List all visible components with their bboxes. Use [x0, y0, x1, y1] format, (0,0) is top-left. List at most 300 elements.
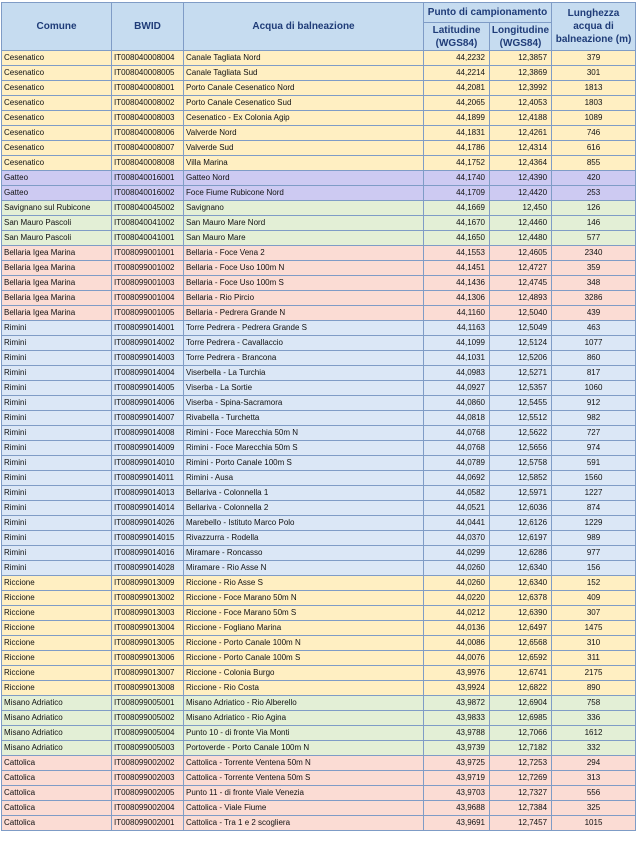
- cell-longitudine: 12,7457: [490, 816, 552, 831]
- table-row: [2, 636, 636, 651]
- table-row: [2, 516, 636, 531]
- cell-lunghezza: 591: [552, 456, 636, 471]
- table-row: [2, 441, 636, 456]
- cell-acqua: San Mauro Mare: [184, 231, 424, 246]
- cell-comune: Cesenatico: [2, 81, 112, 96]
- cell-latitudine: 44,0927: [424, 381, 490, 396]
- cell-lunghezza: 1813: [552, 81, 636, 96]
- cell-bwid: IT008099001003: [112, 276, 184, 291]
- cell-bwid: IT008099013004: [112, 621, 184, 636]
- table-row: [2, 231, 636, 246]
- cell-bwid: IT008040008005: [112, 66, 184, 81]
- cell-lunghezza: 152: [552, 576, 636, 591]
- cell-acqua: Riccione - Fogliano Marina: [184, 621, 424, 636]
- table-row: [2, 171, 636, 186]
- cell-longitudine: 12,3857: [490, 51, 552, 66]
- cell-longitudine: 12,7384: [490, 801, 552, 816]
- table-row: [2, 456, 636, 471]
- cell-longitudine: 12,6985: [490, 711, 552, 726]
- cell-comune: Cattolica: [2, 756, 112, 771]
- cell-longitudine: 12,5971: [490, 486, 552, 501]
- cell-acqua: Miramare - Roncasso: [184, 546, 424, 561]
- cell-longitudine: 12,6340: [490, 576, 552, 591]
- table-row: [2, 561, 636, 576]
- cell-bwid: IT008099005004: [112, 726, 184, 741]
- table-row: [2, 426, 636, 441]
- cell-lunghezza: 409: [552, 591, 636, 606]
- table-row: [2, 321, 636, 336]
- cell-bwid: IT008099013009: [112, 576, 184, 591]
- cell-acqua: Rivazzurra - Rodella: [184, 531, 424, 546]
- cell-longitudine: 12,5049: [490, 321, 552, 336]
- cell-longitudine: 12,4460: [490, 216, 552, 231]
- cell-longitudine: 12,4727: [490, 261, 552, 276]
- cell-acqua: Viserba - Spina-Sacramora: [184, 396, 424, 411]
- cell-acqua: Miramare - Rio Asse N: [184, 561, 424, 576]
- cell-comune: Bellaria Igea Marina: [2, 246, 112, 261]
- cell-longitudine: 12,3992: [490, 81, 552, 96]
- cell-bwid: IT008099013008: [112, 681, 184, 696]
- table-row: [2, 81, 636, 96]
- cell-latitudine: 44,0220: [424, 591, 490, 606]
- cell-latitudine: 44,0076: [424, 651, 490, 666]
- cell-latitudine: 44,2081: [424, 81, 490, 96]
- cell-bwid: IT008040008002: [112, 96, 184, 111]
- table-row: [2, 216, 636, 231]
- cell-comune: Riccione: [2, 636, 112, 651]
- cell-acqua: Viserba - La Sortie: [184, 381, 424, 396]
- table-row: [2, 651, 636, 666]
- cell-longitudine: 12,6340: [490, 561, 552, 576]
- cell-longitudine: 12,5271: [490, 366, 552, 381]
- cell-lunghezza: 2175: [552, 666, 636, 681]
- cell-acqua: San Mauro Mare Nord: [184, 216, 424, 231]
- cell-latitudine: 44,1451: [424, 261, 490, 276]
- cell-bwid: IT008040008008: [112, 156, 184, 171]
- cell-longitudine: 12,5656: [490, 441, 552, 456]
- cell-longitudine: 12,4053: [490, 96, 552, 111]
- cell-latitudine: 44,0768: [424, 426, 490, 441]
- cell-comune: Bellaria Igea Marina: [2, 291, 112, 306]
- cell-latitudine: 43,9924: [424, 681, 490, 696]
- cell-acqua: Torre Pedrera - Cavallaccio: [184, 336, 424, 351]
- cell-lunghezza: 294: [552, 756, 636, 771]
- cell-latitudine: 44,0212: [424, 606, 490, 621]
- cell-longitudine: 12,4420: [490, 186, 552, 201]
- cell-longitudine: 12,7066: [490, 726, 552, 741]
- cell-lunghezza: 3286: [552, 291, 636, 306]
- cell-comune: Cattolica: [2, 816, 112, 831]
- cell-latitudine: 44,0818: [424, 411, 490, 426]
- cell-latitudine: 43,9739: [424, 741, 490, 756]
- cell-latitudine: 43,9703: [424, 786, 490, 801]
- cell-longitudine: 12,5040: [490, 306, 552, 321]
- cell-bwid: IT008099014006: [112, 396, 184, 411]
- table-row: [2, 111, 636, 126]
- cell-bwid: IT008099005001: [112, 696, 184, 711]
- cell-bwid: IT008099014001: [112, 321, 184, 336]
- cell-bwid: IT008099014002: [112, 336, 184, 351]
- cell-longitudine: 12,7327: [490, 786, 552, 801]
- cell-latitudine: 44,1163: [424, 321, 490, 336]
- cell-lunghezza: 439: [552, 306, 636, 321]
- cell-acqua: Bellaria - Foce Uso 100m S: [184, 276, 424, 291]
- cell-bwid: IT008099014014: [112, 501, 184, 516]
- cell-acqua: Riccione - Rio Costa: [184, 681, 424, 696]
- cell-latitudine: 44,1160: [424, 306, 490, 321]
- cell-longitudine: 12,6568: [490, 636, 552, 651]
- cell-acqua: Rimini - Foce Marecchia 50m N: [184, 426, 424, 441]
- cell-lunghezza: 307: [552, 606, 636, 621]
- cell-lunghezza: 1560: [552, 471, 636, 486]
- cell-latitudine: 43,9833: [424, 711, 490, 726]
- cell-longitudine: 12,5758: [490, 456, 552, 471]
- cell-acqua: Canale Tagliata Sud: [184, 66, 424, 81]
- cell-acqua: Savignano: [184, 201, 424, 216]
- table-row: [2, 741, 636, 756]
- cell-latitudine: 44,0136: [424, 621, 490, 636]
- cell-longitudine: 12,4893: [490, 291, 552, 306]
- cell-longitudine: 12,4745: [490, 276, 552, 291]
- cell-acqua: Porto Canale Cesenatico Sud: [184, 96, 424, 111]
- cell-lunghezza: 156: [552, 561, 636, 576]
- cell-longitudine: 12,5455: [490, 396, 552, 411]
- cell-comune: Savignano sul Rubicone: [2, 201, 112, 216]
- cell-bwid: IT008099014013: [112, 486, 184, 501]
- cell-latitudine: 44,1436: [424, 276, 490, 291]
- cell-longitudine: 12,5124: [490, 336, 552, 351]
- cell-longitudine: 12,4390: [490, 171, 552, 186]
- cell-comune: Rimini: [2, 561, 112, 576]
- cell-bwid: IT008099014009: [112, 441, 184, 456]
- cell-comune: Rimini: [2, 456, 112, 471]
- cell-latitudine: 44,2214: [424, 66, 490, 81]
- cell-latitudine: 43,9976: [424, 666, 490, 681]
- table-row: [2, 591, 636, 606]
- cell-lunghezza: 616: [552, 141, 636, 156]
- cell-latitudine: 44,1650: [424, 231, 490, 246]
- cell-bwid: IT008099014016: [112, 546, 184, 561]
- cell-latitudine: 44,0860: [424, 396, 490, 411]
- cell-acqua: Villa Marina: [184, 156, 424, 171]
- cell-lunghezza: 977: [552, 546, 636, 561]
- cell-acqua: Valverde Nord: [184, 126, 424, 141]
- cell-comune: Misano Adriatico: [2, 711, 112, 726]
- cell-bwid: IT008099001005: [112, 306, 184, 321]
- table-row: [2, 816, 636, 831]
- cell-latitudine: 43,9725: [424, 756, 490, 771]
- cell-longitudine: 12,5206: [490, 351, 552, 366]
- cell-longitudine: 12,7253: [490, 756, 552, 771]
- cell-acqua: Foce Fiume Rubicone Nord: [184, 186, 424, 201]
- header-longitudine: Longitudine (WGS84): [490, 23, 552, 51]
- cell-acqua: Rimini - Porto Canale 100m S: [184, 456, 424, 471]
- cell-lunghezza: 1077: [552, 336, 636, 351]
- cell-latitudine: 43,9691: [424, 816, 490, 831]
- cell-bwid: IT008099013006: [112, 651, 184, 666]
- cell-bwid: IT008099014026: [112, 516, 184, 531]
- cell-acqua: Riccione - Porto Canale 100m N: [184, 636, 424, 651]
- table-row: [2, 126, 636, 141]
- cell-lunghezza: 146: [552, 216, 636, 231]
- bathing-waters-table: [1, 2, 636, 831]
- table-row: [2, 576, 636, 591]
- cell-lunghezza: 253: [552, 186, 636, 201]
- header-latitudine: Latitudine (WGS84): [424, 23, 490, 51]
- cell-latitudine: 44,0086: [424, 636, 490, 651]
- cell-lunghezza: 311: [552, 651, 636, 666]
- cell-latitudine: 43,9788: [424, 726, 490, 741]
- cell-comune: San Mauro Pascoli: [2, 231, 112, 246]
- cell-acqua: Riccione - Foce Marano 50m N: [184, 591, 424, 606]
- cell-bwid: IT008099014003: [112, 351, 184, 366]
- cell-bwid: IT008099014005: [112, 381, 184, 396]
- cell-lunghezza: 860: [552, 351, 636, 366]
- cell-comune: Cesenatico: [2, 126, 112, 141]
- cell-lunghezza: 348: [552, 276, 636, 291]
- cell-comune: Cesenatico: [2, 51, 112, 66]
- cell-acqua: Punto 11 - di fronte Viale Venezia: [184, 786, 424, 801]
- cell-comune: Rimini: [2, 426, 112, 441]
- cell-longitudine: 12,4364: [490, 156, 552, 171]
- cell-comune: Riccione: [2, 591, 112, 606]
- cell-longitudine: 12,6126: [490, 516, 552, 531]
- cell-longitudine: 12,5852: [490, 471, 552, 486]
- cell-latitudine: 44,0370: [424, 531, 490, 546]
- cell-longitudine: 12,5512: [490, 411, 552, 426]
- cell-lunghezza: 1229: [552, 516, 636, 531]
- cell-comune: Rimini: [2, 441, 112, 456]
- cell-lunghezza: 126: [552, 201, 636, 216]
- cell-lunghezza: 890: [552, 681, 636, 696]
- cell-latitudine: 44,1099: [424, 336, 490, 351]
- table-row: [2, 261, 636, 276]
- cell-comune: Gatteo: [2, 171, 112, 186]
- cell-lunghezza: 1015: [552, 816, 636, 831]
- cell-acqua: Cattolica - Torrente Ventena 50m N: [184, 756, 424, 771]
- cell-bwid: IT008099014011: [112, 471, 184, 486]
- cell-bwid: IT008099013003: [112, 606, 184, 621]
- cell-comune: Cattolica: [2, 771, 112, 786]
- table-row: [2, 756, 636, 771]
- cell-comune: Bellaria Igea Marina: [2, 261, 112, 276]
- cell-bwid: IT008099002001: [112, 816, 184, 831]
- cell-lunghezza: 1060: [552, 381, 636, 396]
- cell-comune: Riccione: [2, 651, 112, 666]
- cell-comune: San Mauro Pascoli: [2, 216, 112, 231]
- cell-acqua: Bellariva - Colonnella 1: [184, 486, 424, 501]
- table-row: [2, 801, 636, 816]
- cell-latitudine: 44,2065: [424, 96, 490, 111]
- cell-longitudine: 12,6197: [490, 531, 552, 546]
- cell-longitudine: 12,6378: [490, 591, 552, 606]
- cell-latitudine: 44,1670: [424, 216, 490, 231]
- cell-longitudine: 12,7269: [490, 771, 552, 786]
- bathing-waters-sheet: [1, 2, 636, 831]
- cell-comune: Misano Adriatico: [2, 741, 112, 756]
- cell-lunghezza: 379: [552, 51, 636, 66]
- cell-latitudine: 44,0441: [424, 516, 490, 531]
- cell-comune: Riccione: [2, 576, 112, 591]
- cell-comune: Misano Adriatico: [2, 726, 112, 741]
- cell-latitudine: 44,1740: [424, 171, 490, 186]
- cell-lunghezza: 874: [552, 501, 636, 516]
- cell-longitudine: 12,4261: [490, 126, 552, 141]
- cell-bwid: IT008040041002: [112, 216, 184, 231]
- cell-bwid: IT008099014008: [112, 426, 184, 441]
- cell-acqua: Viserbella - La Turchia: [184, 366, 424, 381]
- cell-bwid: IT008040016002: [112, 186, 184, 201]
- cell-comune: Rimini: [2, 471, 112, 486]
- header-bwid: BWID: [112, 3, 184, 51]
- table-row: [2, 486, 636, 501]
- cell-latitudine: 44,1831: [424, 126, 490, 141]
- cell-lunghezza: 556: [552, 786, 636, 801]
- cell-comune: Rimini: [2, 411, 112, 426]
- cell-bwid: IT008099001004: [112, 291, 184, 306]
- cell-acqua: Rivabella - Turchetta: [184, 411, 424, 426]
- cell-longitudine: 12,5622: [490, 426, 552, 441]
- cell-latitudine: 43,9688: [424, 801, 490, 816]
- cell-lunghezza: 463: [552, 321, 636, 336]
- table-row: [2, 606, 636, 621]
- cell-bwid: IT008099005003: [112, 741, 184, 756]
- cell-bwid: IT008040008003: [112, 111, 184, 126]
- cell-longitudine: 12,6497: [490, 621, 552, 636]
- cell-bwid: IT008099013007: [112, 666, 184, 681]
- cell-lunghezza: 2340: [552, 246, 636, 261]
- cell-acqua: Cattolica - Torrente Ventena 50m S: [184, 771, 424, 786]
- cell-acqua: Punto 10 - di fronte Via Monti: [184, 726, 424, 741]
- cell-latitudine: 44,0299: [424, 546, 490, 561]
- cell-lunghezza: 325: [552, 801, 636, 816]
- table-row: [2, 771, 636, 786]
- cell-comune: Rimini: [2, 546, 112, 561]
- cell-acqua: Rimini - Ausa: [184, 471, 424, 486]
- table-row: [2, 306, 636, 321]
- cell-longitudine: 12,4188: [490, 111, 552, 126]
- cell-acqua: Torre Pedrera - Pedrera Grande S: [184, 321, 424, 336]
- cell-lunghezza: 1475: [552, 621, 636, 636]
- table-row: [2, 531, 636, 546]
- cell-comune: Rimini: [2, 396, 112, 411]
- cell-comune: Cesenatico: [2, 111, 112, 126]
- cell-latitudine: 44,0260: [424, 576, 490, 591]
- cell-longitudine: 12,6822: [490, 681, 552, 696]
- cell-lunghezza: 817: [552, 366, 636, 381]
- cell-comune: Riccione: [2, 666, 112, 681]
- cell-acqua: Cattolica - Viale Fiume: [184, 801, 424, 816]
- cell-latitudine: 44,1306: [424, 291, 490, 306]
- cell-bwid: IT008099005002: [112, 711, 184, 726]
- cell-longitudine: 12,6286: [490, 546, 552, 561]
- table-row: [2, 96, 636, 111]
- table-row: [2, 396, 636, 411]
- cell-acqua: Bellaria - Pedrera Grande N: [184, 306, 424, 321]
- cell-bwid: IT008099013005: [112, 636, 184, 651]
- cell-longitudine: 12,7182: [490, 741, 552, 756]
- cell-lunghezza: 359: [552, 261, 636, 276]
- cell-comune: Cattolica: [2, 801, 112, 816]
- cell-comune: Rimini: [2, 336, 112, 351]
- header-lunghezza: Lunghezza acqua di balneazione (m): [552, 3, 636, 51]
- table-row: [2, 681, 636, 696]
- cell-bwid: IT008040008004: [112, 51, 184, 66]
- cell-latitudine: 44,1899: [424, 111, 490, 126]
- cell-latitudine: 44,0260: [424, 561, 490, 576]
- cell-latitudine: 43,9719: [424, 771, 490, 786]
- cell-lunghezza: 301: [552, 66, 636, 81]
- cell-comune: Cesenatico: [2, 141, 112, 156]
- table-row: [2, 156, 636, 171]
- table-row: [2, 276, 636, 291]
- cell-lunghezza: 1803: [552, 96, 636, 111]
- cell-longitudine: 12,6390: [490, 606, 552, 621]
- cell-bwid: IT008099002002: [112, 756, 184, 771]
- cell-bwid: IT008099014010: [112, 456, 184, 471]
- cell-longitudine: 12,3869: [490, 66, 552, 81]
- cell-bwid: IT008099001002: [112, 261, 184, 276]
- cell-acqua: Bellariva - Colonnella 2: [184, 501, 424, 516]
- cell-latitudine: 44,2232: [424, 51, 490, 66]
- table-body: [2, 51, 636, 831]
- cell-latitudine: 44,1031: [424, 351, 490, 366]
- table-row: [2, 186, 636, 201]
- cell-latitudine: 44,1553: [424, 246, 490, 261]
- table-row: [2, 471, 636, 486]
- cell-lunghezza: 310: [552, 636, 636, 651]
- table-row: [2, 336, 636, 351]
- cell-latitudine: 44,1669: [424, 201, 490, 216]
- cell-latitudine: 44,0582: [424, 486, 490, 501]
- cell-lunghezza: 912: [552, 396, 636, 411]
- cell-acqua: Bellaria - Rio Pircio: [184, 291, 424, 306]
- cell-lunghezza: 336: [552, 711, 636, 726]
- cell-acqua: Riccione - Colonia Burgo: [184, 666, 424, 681]
- table-row: [2, 381, 636, 396]
- cell-acqua: Valverde Sud: [184, 141, 424, 156]
- cell-bwid: IT008099002003: [112, 771, 184, 786]
- cell-bwid: IT008040008001: [112, 81, 184, 96]
- cell-longitudine: 12,4605: [490, 246, 552, 261]
- cell-comune: Cesenatico: [2, 66, 112, 81]
- cell-longitudine: 12,6036: [490, 501, 552, 516]
- cell-comune: Cesenatico: [2, 156, 112, 171]
- cell-bwid: IT008099013002: [112, 591, 184, 606]
- cell-latitudine: 44,1786: [424, 141, 490, 156]
- cell-acqua: Misano Adriatico - Rio Alberello: [184, 696, 424, 711]
- cell-acqua: Riccione - Foce Marano 50m S: [184, 606, 424, 621]
- table-row: [2, 66, 636, 81]
- cell-comune: Gatteo: [2, 186, 112, 201]
- cell-latitudine: 44,1709: [424, 186, 490, 201]
- cell-comune: Cattolica: [2, 786, 112, 801]
- cell-longitudine: 12,6741: [490, 666, 552, 681]
- cell-comune: Rimini: [2, 486, 112, 501]
- cell-comune: Riccione: [2, 621, 112, 636]
- cell-bwid: IT008040045002: [112, 201, 184, 216]
- cell-acqua: Rimini - Foce Marecchia 50m S: [184, 441, 424, 456]
- cell-latitudine: 44,0521: [424, 501, 490, 516]
- cell-comune: Rimini: [2, 381, 112, 396]
- cell-comune: Riccione: [2, 681, 112, 696]
- cell-acqua: Misano Adriatico - Rio Agina: [184, 711, 424, 726]
- cell-longitudine: 12,6592: [490, 651, 552, 666]
- header-punto-campionamento: Punto di campionamento: [424, 3, 552, 23]
- cell-lunghezza: 420: [552, 171, 636, 186]
- cell-comune: Bellaria Igea Marina: [2, 306, 112, 321]
- cell-longitudine: 12,5357: [490, 381, 552, 396]
